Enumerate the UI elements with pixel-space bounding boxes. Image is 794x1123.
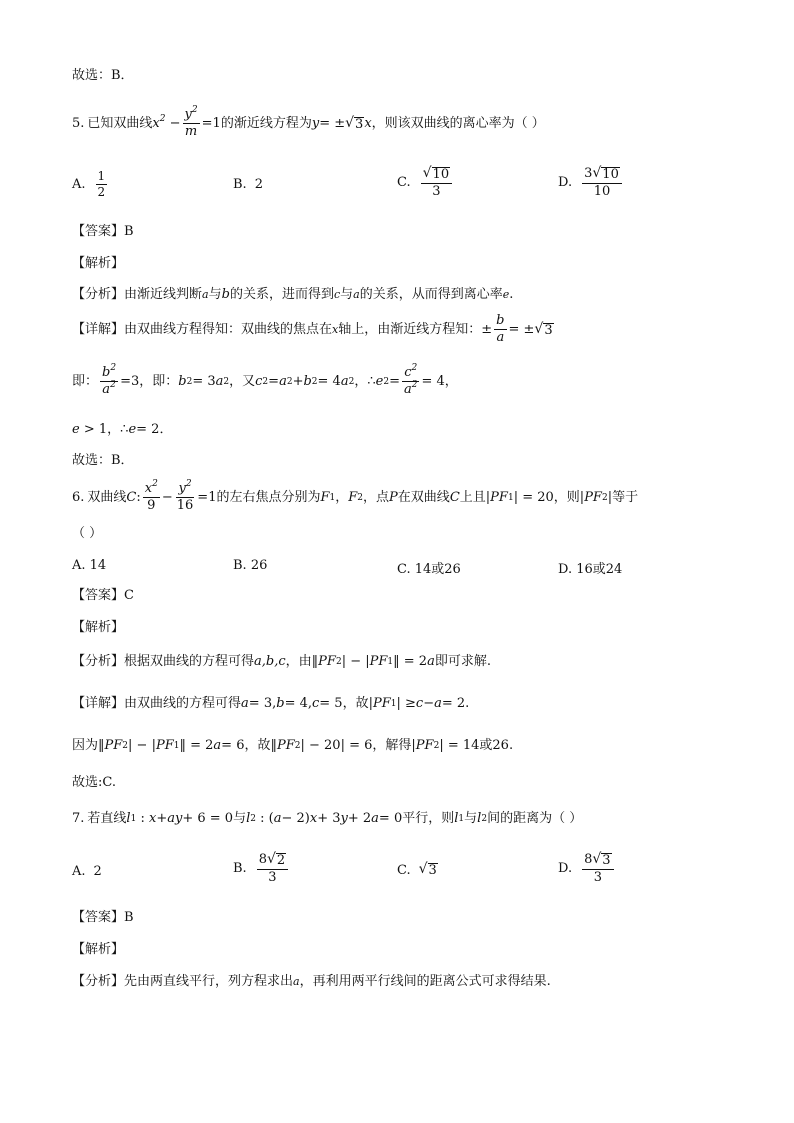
q6-answer <box>72 588 734 604</box>
q6-option-c: C. 14或26 <box>397 562 461 577</box>
question-number: 6. <box>72 490 85 505</box>
q6-detail: 【详解】 由双曲线的方程可得 a = 3, b = 4, c = 5 ，故 | PF 1 | ≥ c − a = 2 . <box>72 696 470 711</box>
q5-fenxi: 【分析】 由渐近线判断 a 与 b 的关系，进而得到 c 与 a 的关系，从而得到离心率 e . <box>72 287 514 302</box>
q4-select-line: 故选：B． <box>72 68 134 83</box>
q6-select: 故选:C. <box>72 775 116 790</box>
q5-stem: 5. 已知双曲线 $x^2$ − $\frac{y^2}{m}$ =1 的渐近线方程为 y = ± √ 3 x ，则该双曲线的离心率为（ ） <box>72 105 545 140</box>
q7-stem: 7. 若直线 l 1 : x + ay + 6 = 0 与 l 2 : ( a − 2) x + 3 y + 2 a = 0 平行，则 l 1 与 l 2 间的距离为（ ） <box>72 811 583 826</box>
q7-option-a: A. 2 <box>72 864 102 879</box>
q7-option-d: D. 8 √ 3 3 <box>558 852 616 886</box>
q5-conclusion: e > 1 ， ∴ e = 2 ． <box>72 422 173 437</box>
answer-value: B <box>124 910 134 925</box>
fraction: $\frac{y^2}{m}$ <box>184 105 198 140</box>
q5-answer <box>72 224 734 240</box>
q6-analysis-tag: 【解析】 <box>72 620 125 635</box>
answer-value: C <box>124 588 134 603</box>
q5-option-d: D. 3 √ 10 10 <box>558 166 624 200</box>
q5-analysis-tag: 【解析】 <box>72 256 125 271</box>
math: $x^2$ − <box>152 114 181 131</box>
answer-tag: 【答案】 <box>72 588 125 603</box>
q5-option-a: A. $\frac{1}{2}$ <box>72 169 106 200</box>
q5-ji-line: 即： $\frac{b^2}{a^2}$ =3 ，即： b 2 = 3 a 2 ，又 c 2 = a 2 + b 2 = 4 a 2 ， ∴ e 2 = $\frac{c^2}{a^2}$ = 4 ， <box>72 363 458 398</box>
q6-since: 因为 ‖ PF 2 | − | PF 1 ‖ = 2 a = 6 ，故 ‖ PF 2 | − 20| = 6 ，解得 | PF 2 | = 14 或26. <box>72 738 514 753</box>
q7-fenxi: 【分析】 先由两直线平行，列方程求出 a ，再利用两平行线间的距离公式可求得结果. <box>72 974 551 989</box>
q7-analysis-tag: 【解析】 <box>72 942 125 957</box>
answer-tag: 【答案】 <box>72 224 125 239</box>
q6-option-b: B. 26 <box>233 558 268 573</box>
answer-tag: 【答案】 <box>72 910 125 925</box>
q7-answer <box>72 910 734 926</box>
q6-option-a: A. 14 <box>72 558 107 573</box>
q7-option-c: C. √ 3 <box>397 861 437 878</box>
q6-stem-paren: （ ） <box>72 526 103 541</box>
question-number: 5. <box>72 116 85 131</box>
q7-option-b: B. 8 √ 2 3 <box>233 852 290 886</box>
q6-fenxi: 【分析】 根据双曲线的方程可得 a,b,c ，由 ‖ PF 2 | − | PF 1 ‖ = 2 a 即可求解. <box>72 654 491 669</box>
q5-option-c: C. √ 10 3 <box>397 166 454 200</box>
q6-option-d: D. 16或24 <box>558 562 623 577</box>
q5-detail: 【详解】 由双曲线方程得知：双曲线的焦点在 x 轴上，由渐近线方程知： ± $\frac{b}{a}$ = ± √ 3 <box>72 313 553 346</box>
question-number: 7. <box>72 811 85 826</box>
answer-value: B <box>124 224 134 239</box>
q5-select: 故选：B． <box>72 453 134 468</box>
q5-option-b: B. 2 <box>233 177 263 192</box>
q6-stem: 6. 双曲线 C : $\frac{x^2}{9}$ − $\frac{y^2}{16}$ =1 的左右焦点分别为 F 1 ， F 2 ，点 P 在双曲线 C 上且 | PF 1 | = 20 ，则 | PF 2 | 等于 <box>72 479 639 514</box>
